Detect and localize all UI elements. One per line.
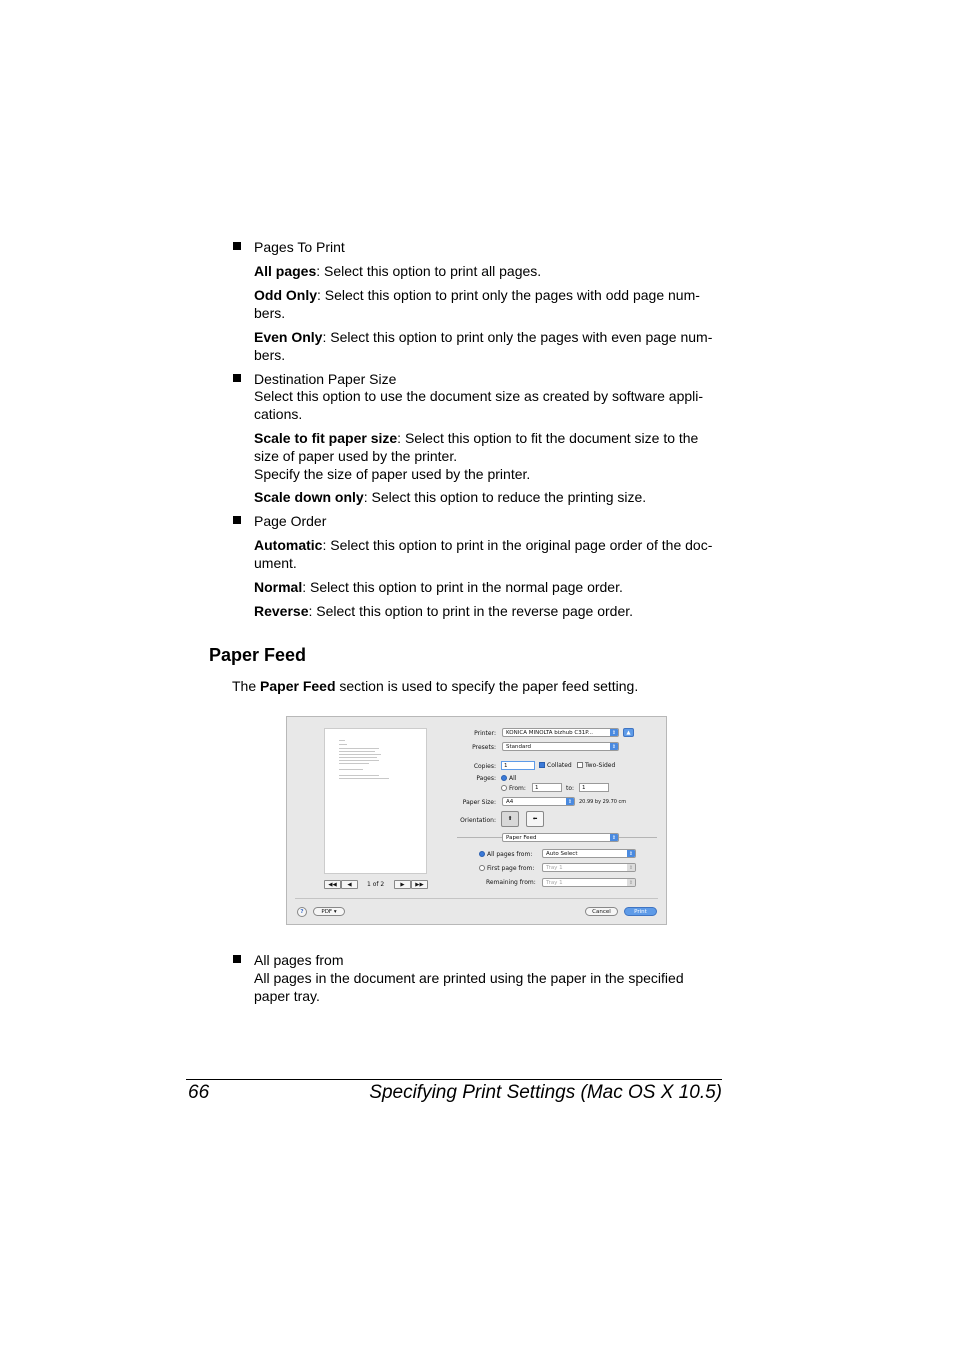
next-page-button[interactable]: ▶ bbox=[394, 880, 411, 889]
destination-desc-2: cations. bbox=[254, 406, 303, 422]
footer-rule bbox=[186, 1079, 722, 1080]
pages-from-field[interactable]: 1 bbox=[532, 783, 562, 792]
copies-field[interactable]: 1 bbox=[501, 761, 535, 770]
description: : Select this option to print in the reverse page order. bbox=[308, 603, 634, 619]
chevron-updown-icon: ⇕ bbox=[628, 865, 634, 871]
orientation-label: Orientation: bbox=[460, 817, 496, 824]
landscape-orientation-button[interactable]: ⬅ bbox=[526, 811, 544, 827]
footer-title: Specifying Print Settings (Mac OS X 10.5) bbox=[369, 1082, 722, 1103]
all-pages-item bbox=[254, 262, 734, 280]
description: : Select this option to print in the original page order of the doc- bbox=[322, 537, 713, 553]
page-counter: 1 of 2 bbox=[367, 881, 385, 888]
remaining-from-label: Remaining from: bbox=[486, 879, 536, 886]
pages-label: Pages: bbox=[476, 775, 496, 782]
pages-from-radio[interactable] bbox=[501, 785, 507, 791]
two-sided-label: Two-Sided bbox=[585, 762, 616, 769]
description: : Select this option to fit the document size to the bbox=[397, 430, 699, 446]
term: Even Only bbox=[254, 329, 323, 345]
bullet-icon bbox=[233, 242, 241, 250]
help-button[interactable]: ? bbox=[297, 907, 307, 917]
intro-term: Paper Feed bbox=[260, 678, 336, 694]
normal-item bbox=[254, 578, 734, 596]
portrait-orientation-button[interactable]: ⬆ bbox=[501, 811, 519, 827]
chevron-updown-icon: ⇕ bbox=[611, 730, 617, 736]
all-pages-from-value: Auto Select bbox=[546, 851, 578, 857]
previous-page-button[interactable]: ◀ bbox=[341, 880, 358, 889]
scale-down-item bbox=[254, 488, 734, 506]
automatic-item bbox=[254, 536, 734, 554]
pages-all-label: All bbox=[509, 775, 517, 782]
remaining-from-popup[interactable] bbox=[542, 878, 636, 887]
section-value: Paper Feed bbox=[506, 835, 537, 841]
cancel-button[interactable]: Cancel bbox=[585, 907, 618, 916]
odd-only-item bbox=[254, 286, 734, 304]
even-only-item bbox=[254, 328, 734, 346]
description: : Select this option to print only the pages with even page num- bbox=[322, 329, 713, 345]
print-dialog-screenshot bbox=[286, 716, 667, 925]
first-page-from-popup[interactable] bbox=[542, 863, 636, 872]
presets-label: Presets: bbox=[472, 744, 496, 751]
term: Scale down only bbox=[254, 489, 364, 505]
pdf-button[interactable]: PDF ▾ bbox=[313, 907, 345, 916]
scale-fit-item bbox=[254, 429, 734, 447]
reverse-item bbox=[254, 602, 734, 620]
all-pages-from-desc-2: paper tray. bbox=[254, 988, 320, 1004]
printer-label: Printer: bbox=[474, 730, 496, 737]
page-preview bbox=[324, 728, 427, 874]
all-pages-from-desc-1: All pages in the document are printed using the paper in the specified bbox=[254, 970, 684, 986]
term: All pages bbox=[254, 263, 317, 279]
presets-value: Standard bbox=[506, 744, 532, 750]
all-pages-from-radio[interactable] bbox=[479, 851, 485, 857]
preview-text-lines bbox=[325, 729, 428, 875]
paper-size-value: A4 bbox=[506, 799, 514, 805]
remaining-from-value: Tray 1 bbox=[546, 880, 563, 886]
chevron-updown-icon: ⇕ bbox=[628, 880, 634, 886]
scale-fit-text-2: size of paper used by the printer. bbox=[254, 448, 458, 464]
pages-all-radio[interactable] bbox=[501, 775, 507, 781]
first-page-from-label: First page from: bbox=[487, 865, 535, 872]
pages-to-label: to: bbox=[566, 785, 575, 792]
page-number: 66 bbox=[188, 1082, 210, 1103]
description: : Select this option to print all pages. bbox=[316, 263, 542, 279]
destination-desc-1: Select this option to use the document size as created by software appli- bbox=[254, 388, 704, 404]
first-page-button[interactable]: ◀◀ bbox=[324, 880, 341, 889]
term: Normal bbox=[254, 579, 303, 595]
even-only-continuation: bers. bbox=[254, 347, 286, 363]
disclosure-button[interactable]: ▲ bbox=[623, 728, 634, 737]
intro-post: section is used to specify the paper feed setting. bbox=[335, 678, 639, 694]
chevron-updown-icon: ⇕ bbox=[611, 744, 617, 750]
odd-only-continuation: bers. bbox=[254, 305, 286, 321]
description: : Select this option to print in the normal page order. bbox=[302, 579, 623, 595]
all-pages-from-popup[interactable] bbox=[542, 849, 636, 858]
all-pages-from-label: All pages from: bbox=[487, 851, 533, 858]
chevron-updown-icon: ⇕ bbox=[611, 835, 617, 841]
page-order-title: Page Order bbox=[254, 513, 327, 529]
destination-paper-size-title: Destination Paper Size bbox=[254, 371, 397, 387]
term: Automatic bbox=[254, 537, 323, 553]
section-popup[interactable] bbox=[502, 833, 619, 842]
two-sided-checkbox[interactable] bbox=[577, 762, 583, 768]
scale-fit-text-3: Specify the size of paper used by the printer. bbox=[254, 466, 531, 482]
pages-to-field[interactable]: 1 bbox=[579, 783, 609, 792]
collated-label: Collated bbox=[547, 762, 572, 769]
paper-size-dims: 20.99 by 29.70 cm bbox=[579, 799, 627, 805]
print-button[interactable]: Print bbox=[624, 907, 657, 916]
paper-size-label: Paper Size: bbox=[462, 799, 496, 806]
printer-popup[interactable] bbox=[502, 728, 619, 737]
all-pages-from-title: All pages from bbox=[254, 952, 344, 968]
pages-to-print-title: Pages To Print bbox=[254, 239, 345, 255]
printer-value: KONICA MINOLTA bizhub C31P... bbox=[506, 730, 593, 736]
description: : Select this option to reduce the printing size. bbox=[363, 489, 647, 505]
bullet-icon bbox=[233, 374, 241, 382]
term: Scale to fit paper size bbox=[254, 430, 398, 446]
chevron-updown-icon: ⇕ bbox=[567, 799, 573, 805]
first-page-from-value: Tray 1 bbox=[546, 865, 563, 871]
automatic-continuation: ument. bbox=[254, 555, 297, 571]
collated-checkbox[interactable] bbox=[539, 762, 545, 768]
first-page-from-radio[interactable] bbox=[479, 865, 485, 871]
bottom-divider bbox=[295, 898, 658, 899]
bullet-icon bbox=[233, 516, 241, 524]
description: : Select this option to print only the pages with odd page num- bbox=[317, 287, 700, 303]
paper-size-popup[interactable] bbox=[502, 797, 575, 806]
chevron-updown-icon: ⇕ bbox=[628, 851, 634, 857]
term: Reverse bbox=[254, 603, 309, 619]
paper-feed-intro bbox=[232, 677, 712, 695]
last-page-button[interactable]: ▶▶ bbox=[411, 880, 428, 889]
copies-label: Copies: bbox=[473, 763, 496, 770]
section-heading: Paper Feed bbox=[209, 645, 307, 665]
bullet-icon bbox=[233, 955, 241, 963]
pages-from-label: From: bbox=[509, 785, 526, 792]
intro-pre: The bbox=[232, 678, 261, 694]
term: Odd Only bbox=[254, 287, 317, 303]
presets-popup[interactable] bbox=[502, 742, 619, 751]
